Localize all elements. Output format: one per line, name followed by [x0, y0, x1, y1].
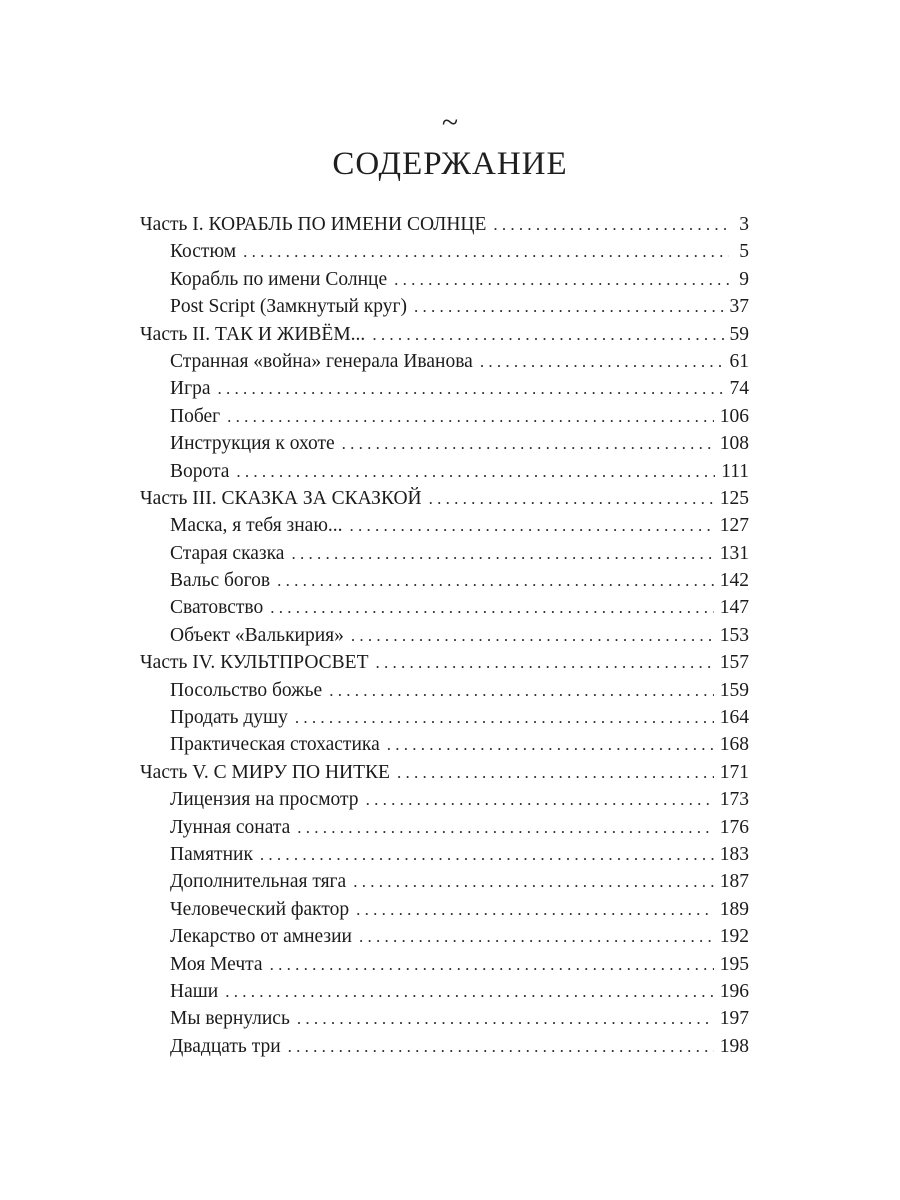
toc-entry-title: Вальс богов	[170, 570, 271, 592]
tilde-ornament: ~	[441, 106, 459, 139]
toc-entry	[140, 951, 749, 978]
dot-leader	[277, 567, 714, 594]
dot-leader	[397, 759, 714, 786]
toc-entry-title: Моя Мечта	[170, 953, 263, 975]
toc-entry-page: 183	[719, 843, 749, 865]
toc-entry-page: 195	[719, 953, 749, 975]
toc-entry-page: 74	[729, 378, 749, 400]
dot-leader	[372, 321, 723, 348]
toc-entry-title: Практическая стохастика	[170, 734, 380, 756]
toc-entry-page: 159	[719, 679, 749, 701]
toc-entry-page: 153	[719, 624, 749, 646]
dot-leader	[366, 786, 714, 813]
toc-entry-title: Мы вернулись	[170, 1008, 290, 1030]
toc-entry-page: 192	[719, 926, 749, 948]
toc-entry-page: 197	[719, 1008, 749, 1030]
toc-entry-title: Человеческий фактор	[170, 898, 350, 920]
dot-leader	[225, 978, 714, 1005]
toc-entry-title: Ворота	[170, 460, 230, 482]
toc-entry-title: Часть V. С МИРУ ПО НИТКЕ	[140, 761, 390, 783]
toc-entry-page: 147	[719, 597, 749, 619]
toc-entry-page: 125	[719, 487, 749, 509]
toc-entry-page: 189	[719, 898, 749, 920]
toc-entry	[140, 458, 749, 485]
toc-entry	[140, 923, 749, 950]
toc-entry	[140, 375, 749, 402]
toc-entry-page: 127	[719, 515, 749, 537]
dot-leader	[329, 677, 714, 704]
toc-entry	[140, 321, 749, 348]
toc-entry-title: Старая сказка	[170, 542, 285, 564]
toc-entry	[140, 704, 749, 731]
toc-entry	[140, 594, 749, 621]
toc-entry-title: Часть III. СКАЗКА ЗА СКАЗКОЙ	[140, 487, 422, 509]
dot-leader	[243, 238, 729, 265]
toc-entry-title: Игра	[170, 378, 211, 400]
toc-entry-title: Часть I. КОРАБЛЬ ПО ИМЕНИ СОЛНЦЕ	[140, 214, 487, 235]
page-title: СОДЕРЖАНИЕ	[332, 146, 568, 182]
dot-leader	[359, 923, 714, 950]
toc-entry-title: Корабль по имени Солнце	[170, 268, 388, 290]
toc-entry	[140, 348, 749, 375]
toc-entry-title: Часть II. ТАК И ЖИВЁМ...	[140, 323, 366, 345]
toc-entry	[140, 540, 749, 567]
toc-entry-title: Посольство божье	[170, 679, 323, 701]
toc-entry-page: 5	[739, 241, 749, 263]
toc-entry	[140, 814, 749, 841]
toc-entry-title: Маска, я тебя знаю...	[170, 515, 343, 537]
toc-entry	[140, 731, 749, 758]
toc-entry-title: Лунная соната	[170, 816, 291, 838]
toc-entry-page: 111	[721, 460, 749, 482]
toc-entry	[140, 841, 749, 868]
toc-entry	[140, 1005, 749, 1032]
toc-entry	[140, 677, 749, 704]
dot-leader	[493, 211, 729, 238]
toc-entry-page: 108	[719, 433, 749, 455]
toc-entry	[140, 759, 749, 786]
toc-entry-title: Костюм	[170, 241, 237, 263]
dot-leader	[295, 704, 714, 731]
toc-entry	[140, 266, 749, 293]
dot-leader	[236, 458, 715, 485]
toc-entry-page: 176	[719, 816, 749, 838]
toc-entry	[140, 238, 749, 265]
toc-entry	[140, 868, 749, 895]
toc-entry-title: Часть IV. КУЛЬТПРОСВЕТ	[140, 652, 369, 674]
table-of-contents	[140, 211, 749, 1060]
dot-leader	[387, 731, 714, 758]
toc-entry-page: 173	[719, 789, 749, 811]
toc-entry-title: Наши	[170, 980, 219, 1002]
dot-leader	[356, 896, 714, 923]
toc-entry-title: Лекарство от амнезии	[170, 926, 352, 948]
dot-leader	[227, 403, 714, 430]
toc-entry-title: Дополнительная тяга	[170, 871, 347, 893]
dot-leader	[260, 841, 714, 868]
dot-leader	[297, 1005, 714, 1032]
dot-leader	[342, 430, 714, 457]
toc-entry	[140, 430, 749, 457]
dot-leader	[351, 622, 714, 649]
toc-entry-title: Лицензия на просмотр	[170, 789, 359, 811]
toc-entry-page: 142	[719, 570, 749, 592]
toc-entry-page: 198	[719, 1035, 749, 1057]
dot-leader	[429, 485, 714, 512]
toc-entry	[140, 567, 749, 594]
dot-leader	[218, 375, 724, 402]
toc-entry-title: Инструкция к охоте	[170, 433, 335, 455]
toc-entry	[140, 403, 749, 430]
dot-leader	[291, 540, 713, 567]
dot-leader	[270, 594, 714, 621]
toc-entry-page: 131	[719, 542, 749, 564]
dot-leader	[376, 649, 714, 676]
toc-entry-page: 196	[719, 980, 749, 1002]
toc-entry	[140, 485, 749, 512]
toc-entry	[140, 649, 749, 676]
toc-entry-title: Сватовство	[170, 597, 264, 619]
toc-entry-title: Странная «война» генерала Иванова	[170, 350, 473, 372]
toc-entry	[140, 211, 749, 238]
dot-leader	[414, 293, 724, 320]
toc-entry-title: Post Script (Замкнутый круг)	[170, 296, 407, 318]
toc-entry-page: 171	[719, 761, 749, 783]
toc-entry-title: Объект «Валькирия»	[170, 624, 344, 646]
toc-entry	[140, 293, 749, 320]
toc-entry-title: Двадцать три	[170, 1035, 281, 1057]
toc-entry	[140, 978, 749, 1005]
toc-entry-title: Памятник	[170, 843, 253, 865]
toc-entry	[140, 786, 749, 813]
dot-leader	[394, 266, 729, 293]
dot-leader	[480, 348, 724, 375]
toc-entry-page: 3	[739, 214, 749, 235]
toc-entry	[140, 512, 749, 539]
toc-entry	[140, 896, 749, 923]
toc-entry-page: 187	[719, 871, 749, 893]
toc-entry-page: 168	[719, 734, 749, 756]
dot-leader	[288, 1033, 714, 1060]
toc-entry-page: 9	[739, 268, 749, 290]
toc-entry-page: 61	[729, 350, 749, 372]
toc-entry-title: Побег	[170, 405, 221, 427]
toc-entry-page: 106	[719, 405, 749, 427]
dot-leader	[297, 814, 713, 841]
toc-entry-title: Продать душу	[170, 707, 288, 729]
dot-leader	[270, 951, 714, 978]
toc-entry	[140, 622, 749, 649]
toc-entry	[140, 1033, 749, 1060]
toc-entry-page: 37	[729, 296, 749, 318]
toc-entry-page: 164	[719, 707, 749, 729]
dot-leader	[353, 868, 714, 895]
toc-entry-page: 59	[729, 323, 749, 345]
dot-leader	[350, 512, 714, 539]
toc-entry-page: 157	[719, 652, 749, 674]
